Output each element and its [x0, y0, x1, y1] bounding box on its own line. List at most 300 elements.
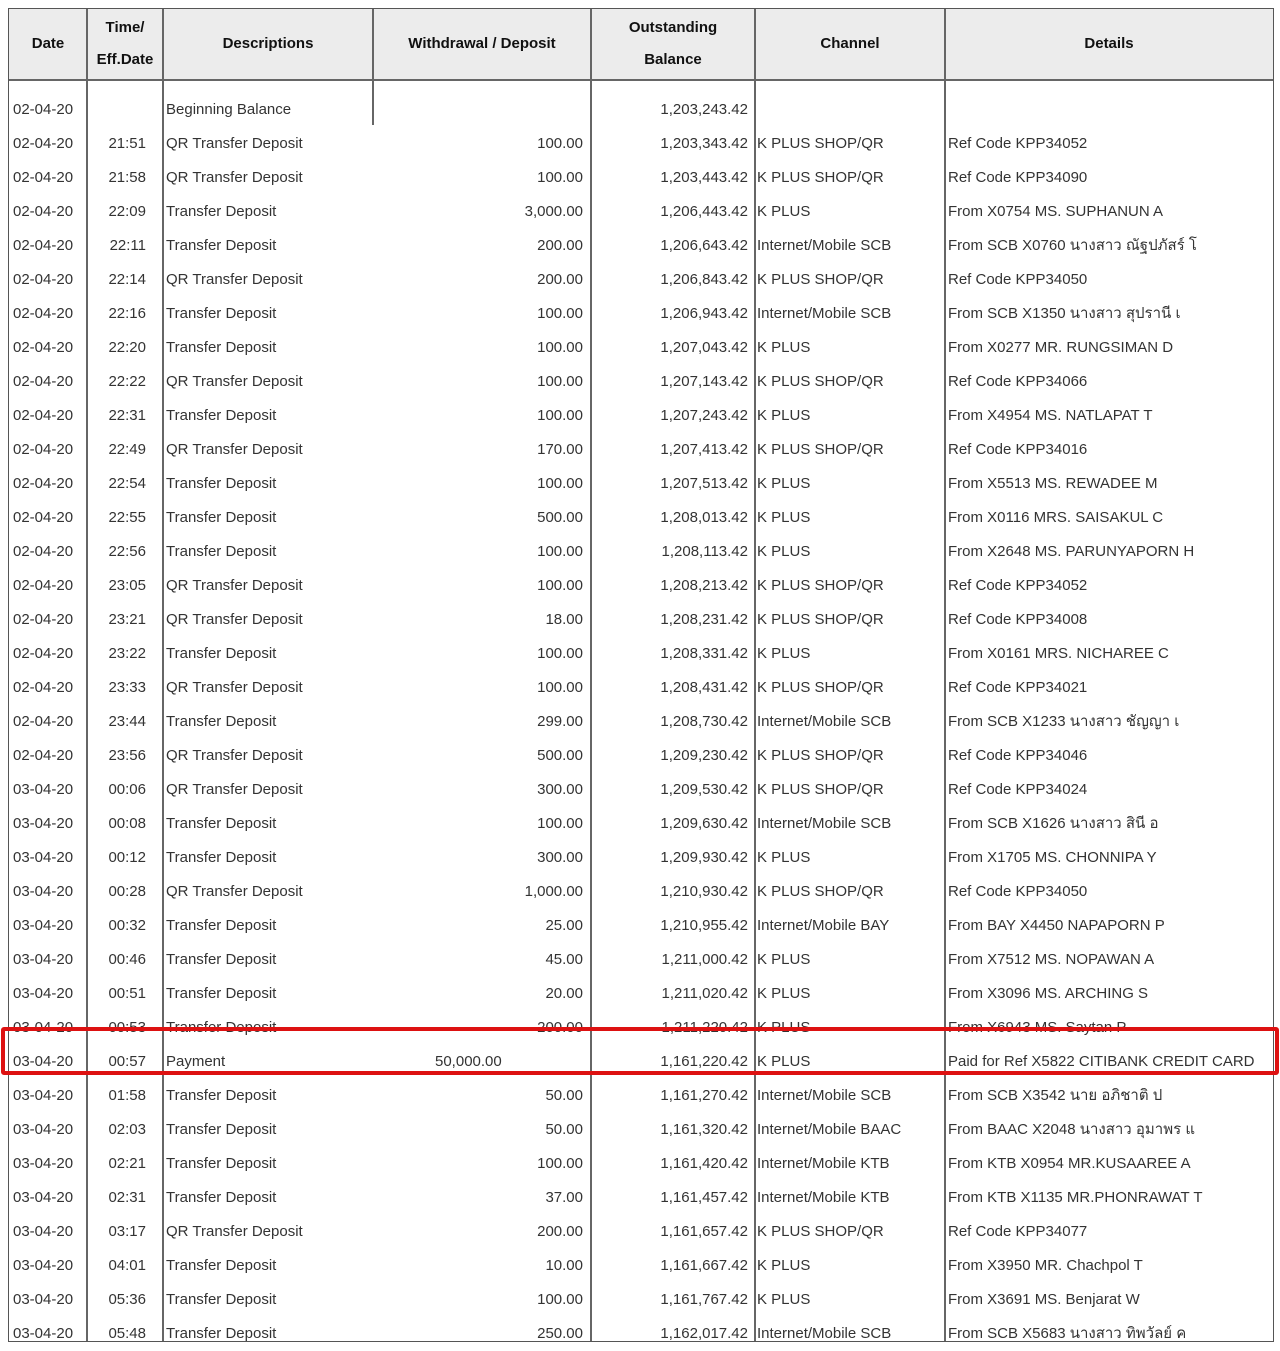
description-cell: QR Transfer Deposit [166, 1223, 303, 1240]
balance-cell: 1,206,643.42 [660, 237, 748, 254]
time-cell: 04:01 [108, 1257, 146, 1274]
channel-cell: K PLUS SHOP/QR [757, 1223, 884, 1240]
balance-cell: 1,161,420.42 [660, 1155, 748, 1172]
amount-cell: 37.00 [545, 1189, 583, 1206]
details-cell: From BAY X4450 NAPAPORN P [948, 917, 1165, 934]
description-cell: Transfer Deposit [166, 917, 277, 934]
amount-cell: 100.00 [537, 339, 583, 356]
description-cell: Transfer Deposit [166, 1325, 277, 1342]
time-cell: 00:06 [108, 781, 146, 798]
time-cell: 23:44 [108, 713, 146, 730]
date-cell: 02-04-20 [13, 271, 74, 288]
amount-cell: 200.00 [537, 1019, 583, 1036]
time-cell: 22:14 [108, 271, 146, 288]
time-cell: 00:12 [108, 849, 146, 866]
details-cell: Ref Code KPP34046 [948, 747, 1088, 764]
amount-cell: 50.00 [545, 1121, 583, 1138]
balance-cell: 1,208,730.42 [660, 713, 748, 730]
header-balance [591, 9, 755, 79]
date-cell: 02-04-20 [13, 169, 74, 186]
date-cell: 02-04-20 [13, 203, 74, 220]
details-cell: From X2648 MS. PARUNYAPORN H [948, 543, 1195, 560]
date-cell: 02-04-20 [13, 475, 74, 492]
date-cell: 02-04-20 [13, 577, 74, 594]
details-cell: Ref Code KPP34052 [948, 577, 1088, 594]
amount-cell: 500.00 [537, 747, 583, 764]
amount-cell: 25.00 [545, 917, 583, 934]
channel-cell: Internet/Mobile SCB [757, 713, 892, 730]
table-row [9, 1283, 1273, 1317]
table-row [9, 399, 1273, 433]
amount-cell: 1,000.00 [524, 883, 583, 900]
balance-cell: 1,208,113.42 [661, 543, 748, 560]
channel-cell: K PLUS SHOP/QR [757, 135, 884, 152]
channel-cell: K PLUS [757, 1257, 811, 1274]
details-cell: From SCB X0760 นางสาว ณัฐปภัสร์ โ [948, 237, 1197, 254]
details-cell: From X7512 MS. NOPAWAN A [948, 951, 1155, 968]
amount-cell: 100.00 [537, 169, 583, 186]
details-cell: Paid for Ref X5822 CITIBANK CREDIT CARD [948, 1053, 1255, 1070]
date-cell: 02-04-20 [13, 611, 74, 628]
amount-cell: 500.00 [537, 509, 583, 526]
date-cell: 02-04-20 [13, 339, 74, 356]
description-cell: Transfer Deposit [166, 849, 277, 866]
time-cell: 22:55 [108, 509, 146, 526]
balance-cell: 1,210,930.42 [660, 883, 748, 900]
details-cell: From KTB X0954 MR.KUSAAREE A [948, 1155, 1191, 1172]
table-row [9, 263, 1273, 297]
balance-cell: 1,161,767.42 [660, 1291, 748, 1308]
table-row [9, 195, 1273, 229]
description-cell: Transfer Deposit [166, 815, 277, 832]
amount-cell: 200.00 [537, 1223, 583, 1240]
balance-cell: 1,207,143.42 [660, 373, 748, 390]
balance-cell: 1,161,320.42 [660, 1121, 748, 1138]
header-details [945, 9, 1273, 79]
table-row [9, 637, 1273, 671]
amount-cell: 170.00 [537, 441, 583, 458]
date-cell: 03-04-20 [13, 781, 74, 798]
amount-cell: 20.00 [545, 985, 583, 1002]
amount-cell: 100.00 [537, 135, 583, 152]
date-cell: 02-04-20 [13, 509, 74, 526]
details-cell: From X4954 MS. NATLAPAT T [948, 407, 1153, 424]
description-cell: Beginning Balance [166, 101, 292, 118]
time-cell: 22:20 [108, 339, 146, 356]
amount-cell: 18.00 [545, 611, 583, 628]
details-cell: From BAAC X2048 นางสาว อุมาพร แ [948, 1121, 1195, 1138]
details-cell: From X0277 MR. RUNGSIMAN D [948, 339, 1174, 356]
details-cell: Ref Code KPP34016 [948, 441, 1088, 458]
balance-cell: 1,208,331.42 [660, 645, 748, 662]
description-cell: QR Transfer Deposit [166, 271, 303, 288]
balance-cell: 1,207,413.42 [660, 441, 748, 458]
header-amount [373, 9, 591, 79]
details-cell: Ref Code KPP34066 [948, 373, 1088, 390]
table-row [9, 229, 1273, 263]
date-cell: 02-04-20 [13, 679, 74, 696]
time-cell [87, 93, 146, 127]
amount-cell: 100.00 [537, 543, 583, 560]
table-row [9, 739, 1273, 773]
details-cell: From X3096 MS. ARCHING S [948, 985, 1149, 1002]
details-cell: From X0116 MRS. SAISAKUL C [948, 509, 1164, 526]
channel-cell: K PLUS SHOP/QR [757, 679, 884, 696]
table-row [9, 1317, 1273, 1351]
header-descriptions [163, 9, 373, 79]
header-time-line2: Eff.Date [96, 51, 154, 68]
balance-cell: 1,161,657.42 [660, 1223, 748, 1240]
channel-cell: K PLUS SHOP/QR [757, 577, 884, 594]
description-cell: Transfer Deposit [166, 203, 277, 220]
description-cell: QR Transfer Deposit [166, 679, 303, 696]
amount-cell: 100.00 [537, 815, 583, 832]
amount-cell: 50,000.00 [435, 1053, 502, 1070]
balance-cell: 1,211,000.42 [661, 951, 748, 968]
date-cell: 02-04-20 [13, 135, 74, 152]
table-row [9, 161, 1273, 195]
description-cell: QR Transfer Deposit [166, 747, 303, 764]
details-cell: From X1705 MS. CHONNIPA Y [948, 849, 1157, 866]
balance-cell: 1,206,443.42 [660, 203, 748, 220]
date-cell: 03-04-20 [13, 1189, 74, 1206]
time-cell: 00:57 [108, 1053, 146, 1070]
table-row [9, 365, 1273, 399]
description-cell: Transfer Deposit [166, 1087, 277, 1104]
channel-cell: K PLUS [757, 951, 811, 968]
description-cell: Transfer Deposit [166, 645, 277, 662]
channel-cell: K PLUS SHOP/QR [757, 373, 884, 390]
date-cell: 03-04-20 [13, 951, 74, 968]
amount-cell: 100.00 [537, 1291, 583, 1308]
table-row [9, 501, 1273, 535]
date-cell: 02-04-20 [13, 543, 74, 560]
table-row [9, 943, 1273, 977]
date-cell: 02-04-20 [13, 305, 74, 322]
amount-cell: 100.00 [537, 305, 583, 322]
details-cell: From X3950 MR. Chachpol T [948, 1257, 1143, 1274]
time-cell: 05:48 [108, 1325, 146, 1342]
date-cell: 03-04-20 [13, 1325, 74, 1342]
table-row [9, 807, 1273, 841]
balance-cell: 1,208,231.42 [660, 611, 748, 628]
description-cell: Transfer Deposit [166, 407, 277, 424]
table-row [9, 535, 1273, 569]
header-time [87, 9, 163, 79]
details-cell: From X3691 MS. Benjarat W [948, 1291, 1140, 1308]
channel-cell: K PLUS SHOP/QR [757, 781, 884, 798]
channel-cell: K PLUS [757, 339, 811, 356]
description-cell: Transfer Deposit [166, 475, 277, 492]
time-cell: 00:53 [108, 1019, 146, 1036]
channel-cell: K PLUS [757, 1053, 811, 1070]
description-cell: QR Transfer Deposit [166, 169, 303, 186]
amount-cell [375, 93, 583, 127]
time-cell: 02:31 [108, 1189, 146, 1206]
description-cell: QR Transfer Deposit [166, 611, 303, 628]
details-cell: From X0161 MRS. NICHAREE C [948, 645, 1169, 662]
table-row [9, 705, 1273, 739]
balance-cell: 1,161,667.42 [660, 1257, 748, 1274]
details-cell: From X5513 MS. REWADEE M [948, 475, 1158, 492]
description-cell: Transfer Deposit [166, 1189, 277, 1206]
details-cell: From SCB X5683 นางสาว ทิพวัลย์ ค [948, 1325, 1187, 1342]
header-date [9, 9, 87, 79]
balance-cell: 1,203,343.42 [660, 135, 748, 152]
details-cell: Ref Code KPP34090 [948, 169, 1088, 186]
description-cell: Transfer Deposit [166, 951, 277, 968]
description-cell: Transfer Deposit [166, 1155, 277, 1172]
highlight-box [1, 1027, 1279, 1075]
details-cell: Ref Code KPP34024 [948, 781, 1088, 798]
channel-cell: K PLUS SHOP/QR [757, 747, 884, 764]
balance-cell: 1,162,017.42 [660, 1325, 748, 1342]
details-cell: From KTB X1135 MR.PHONRAWAT T [948, 1189, 1203, 1206]
channel-cell: K PLUS [757, 203, 811, 220]
channel-cell: K PLUS [757, 985, 811, 1002]
details-cell: Ref Code KPP34050 [948, 883, 1088, 900]
description-cell: Transfer Deposit [166, 1019, 277, 1036]
date-cell: 02-04-20 [13, 645, 74, 662]
channel-cell: Internet/Mobile KTB [757, 1189, 890, 1206]
table-row [9, 1181, 1273, 1215]
header-date-label: Date [31, 35, 65, 52]
amount-cell: 100.00 [537, 577, 583, 594]
balance-cell: 1,208,431.42 [660, 679, 748, 696]
channel-cell [757, 93, 942, 127]
channel-cell: K PLUS SHOP/QR [757, 883, 884, 900]
statement-table [8, 8, 1274, 1342]
balance-cell: 1,161,220.42 [660, 1053, 748, 1070]
amount-cell: 3,000.00 [524, 203, 583, 220]
channel-cell: Internet/Mobile SCB [757, 1087, 892, 1104]
header-channel-label: Channel [820, 35, 880, 52]
time-cell: 00:51 [108, 985, 146, 1002]
balance-cell: 1,161,270.42 [660, 1087, 748, 1104]
channel-cell: K PLUS [757, 543, 811, 560]
header-balance-line1: Outstanding [628, 19, 718, 36]
description-cell: Transfer Deposit [166, 509, 277, 526]
details-cell: Ref Code KPP34052 [948, 135, 1088, 152]
channel-cell: Internet/Mobile SCB [757, 305, 892, 322]
amount-cell: 300.00 [537, 781, 583, 798]
amount-cell: 100.00 [537, 373, 583, 390]
details-cell: From SCB X3542 นาย อภิชาติ ป [948, 1087, 1163, 1104]
balance-cell: 1,209,630.42 [660, 815, 748, 832]
table-row [9, 467, 1273, 501]
description-cell: QR Transfer Deposit [166, 781, 303, 798]
table-row [9, 875, 1273, 909]
time-cell: 22:09 [108, 203, 146, 220]
header-amount-label: Withdrawal / Deposit [408, 35, 556, 52]
amount-cell: 300.00 [537, 849, 583, 866]
time-cell: 00:08 [108, 815, 146, 832]
balance-cell: 1,203,443.42 [660, 169, 748, 186]
balance-cell: 1,208,013.42 [660, 509, 748, 526]
header-details-label: Details [1084, 35, 1134, 52]
amount-cell: 45.00 [545, 951, 583, 968]
table-row [9, 773, 1273, 807]
table-row [9, 1113, 1273, 1147]
channel-cell: K PLUS SHOP/QR [757, 169, 884, 186]
channel-cell: Internet/Mobile SCB [757, 1325, 892, 1342]
amount-cell: 100.00 [537, 645, 583, 662]
amount-cell: 299.00 [537, 713, 583, 730]
description-cell: Transfer Deposit [166, 237, 277, 254]
amount-cell: 250.00 [537, 1325, 583, 1342]
details-cell: Ref Code KPP34050 [948, 271, 1088, 288]
table-row [9, 127, 1273, 161]
details-cell: From SCB X1626 นางสาว สินี อ [948, 815, 1159, 832]
channel-cell: K PLUS [757, 1019, 811, 1036]
description-cell: QR Transfer Deposit [166, 373, 303, 390]
time-cell: 21:58 [108, 169, 146, 186]
details-cell [948, 93, 1272, 127]
table-row [9, 671, 1273, 705]
channel-cell: K PLUS SHOP/QR [757, 611, 884, 628]
date-cell: 02-04-20 [13, 237, 74, 254]
table-row [9, 93, 1273, 127]
balance-cell: 1,209,230.42 [660, 747, 748, 764]
table-row [9, 977, 1273, 1011]
date-cell: 03-04-20 [13, 1257, 74, 1274]
description-cell: Transfer Deposit [166, 1257, 277, 1274]
time-cell: 00:32 [108, 917, 146, 934]
table-row [9, 841, 1273, 875]
date-cell: 03-04-20 [13, 1087, 74, 1104]
channel-cell: Internet/Mobile KTB [757, 1155, 890, 1172]
time-cell: 22:54 [108, 475, 146, 492]
amount-cell: 100.00 [537, 407, 583, 424]
header-time-line1: Time/ [105, 19, 145, 36]
header-balance-line2: Balance [644, 51, 702, 68]
channel-cell: K PLUS [757, 509, 811, 526]
description-cell: Transfer Deposit [166, 713, 277, 730]
balance-cell: 1,209,930.42 [660, 849, 748, 866]
table-row [9, 297, 1273, 331]
time-cell: 05:36 [108, 1291, 146, 1308]
channel-cell: Internet/Mobile BAY [757, 917, 890, 934]
date-cell: 03-04-20 [13, 1291, 74, 1308]
balance-cell: 1,211,220.42 [661, 1019, 748, 1036]
channel-cell: Internet/Mobile SCB [757, 815, 892, 832]
time-cell: 22:11 [109, 237, 146, 254]
date-cell: 02-04-20 [13, 747, 74, 764]
balance-cell: 1,207,243.42 [660, 407, 748, 424]
date-cell: 03-04-20 [13, 883, 74, 900]
time-cell: 22:16 [108, 305, 146, 322]
balance-cell: 1,209,530.42 [660, 781, 748, 798]
description-cell: Transfer Deposit [166, 339, 277, 356]
time-cell: 00:46 [108, 951, 146, 968]
amount-cell: 50.00 [545, 1087, 583, 1104]
channel-cell: Internet/Mobile BAAC [757, 1121, 902, 1138]
channel-cell: K PLUS SHOP/QR [757, 441, 884, 458]
balance-cell: 1,208,213.42 [660, 577, 748, 594]
table-row [9, 331, 1273, 365]
balance-cell: 1,206,843.42 [660, 271, 748, 288]
channel-cell: K PLUS [757, 407, 811, 424]
description-cell: Transfer Deposit [166, 305, 277, 322]
balance-cell: 1,206,943.42 [660, 305, 748, 322]
time-cell: 23:05 [108, 577, 146, 594]
channel-cell: Internet/Mobile SCB [757, 237, 892, 254]
date-cell: 03-04-20 [13, 985, 74, 1002]
time-cell: 22:31 [108, 407, 146, 424]
channel-cell: K PLUS [757, 475, 811, 492]
balance-cell: 1,207,043.42 [660, 339, 748, 356]
date-cell: 02-04-20 [13, 373, 74, 390]
date-cell: 03-04-20 [13, 1155, 74, 1172]
time-cell: 02:21 [108, 1155, 146, 1172]
date-cell: 02-04-20 [13, 407, 74, 424]
time-cell: 23:56 [108, 747, 146, 764]
time-cell: 01:58 [108, 1087, 146, 1104]
table-row [9, 569, 1273, 603]
description-cell: Transfer Deposit [166, 543, 277, 560]
details-cell: From SCB X1350 นางสาว สุปรานี เ [948, 305, 1181, 322]
date-cell: 03-04-20 [13, 849, 74, 866]
time-cell: 21:51 [108, 135, 146, 152]
description-cell: QR Transfer Deposit [166, 883, 303, 900]
table-row [9, 909, 1273, 943]
details-cell: From X6943 MS. Saytan P [948, 1019, 1127, 1036]
date-cell: 03-04-20 [13, 917, 74, 934]
balance-cell: 1,211,020.42 [661, 985, 748, 1002]
date-cell: 02-04-20 [13, 713, 74, 730]
header-descriptions-label: Descriptions [222, 35, 314, 52]
date-cell: 02-04-20 [13, 441, 74, 458]
details-cell: Ref Code KPP34077 [948, 1223, 1088, 1240]
amount-cell: 100.00 [537, 679, 583, 696]
table-row [9, 1249, 1273, 1283]
channel-cell: K PLUS [757, 849, 811, 866]
description-cell: Transfer Deposit [166, 1121, 277, 1138]
channel-cell: K PLUS SHOP/QR [757, 271, 884, 288]
time-cell: 02:03 [108, 1121, 146, 1138]
time-cell: 22:49 [108, 441, 146, 458]
time-cell: 22:22 [108, 373, 146, 390]
time-cell: 23:33 [108, 679, 146, 696]
date-cell: 03-04-20 [13, 1223, 74, 1240]
time-cell: 00:28 [108, 883, 146, 900]
amount-cell: 100.00 [537, 1155, 583, 1172]
balance-cell: 1,161,457.42 [660, 1189, 748, 1206]
date-cell: 02-04-20 [13, 101, 74, 118]
description-cell: Transfer Deposit [166, 1291, 277, 1308]
description-cell: QR Transfer Deposit [166, 441, 303, 458]
description-cell: Transfer Deposit [166, 985, 277, 1002]
date-cell: 03-04-20 [13, 1121, 74, 1138]
date-cell: 03-04-20 [13, 1019, 74, 1036]
description-cell: Payment [166, 1053, 226, 1070]
date-cell: 03-04-20 [13, 1053, 74, 1070]
amount-cell: 200.00 [537, 237, 583, 254]
amount-cell: 10.00 [545, 1257, 583, 1274]
details-cell: From X0754 MS. SUPHANUN A [948, 203, 1164, 220]
time-cell: 23:22 [108, 645, 146, 662]
table-row [9, 1079, 1273, 1113]
balance-cell: 1,207,513.42 [660, 475, 748, 492]
description-cell: QR Transfer Deposit [166, 135, 303, 152]
date-cell: 03-04-20 [13, 815, 74, 832]
details-cell: Ref Code KPP34021 [948, 679, 1088, 696]
time-cell: 23:21 [108, 611, 146, 628]
table-row [9, 1215, 1273, 1249]
details-cell: From SCB X1233 นางสาว ชัญญา เ [948, 713, 1180, 730]
table-header [9, 9, 1273, 81]
channel-cell: K PLUS [757, 645, 811, 662]
